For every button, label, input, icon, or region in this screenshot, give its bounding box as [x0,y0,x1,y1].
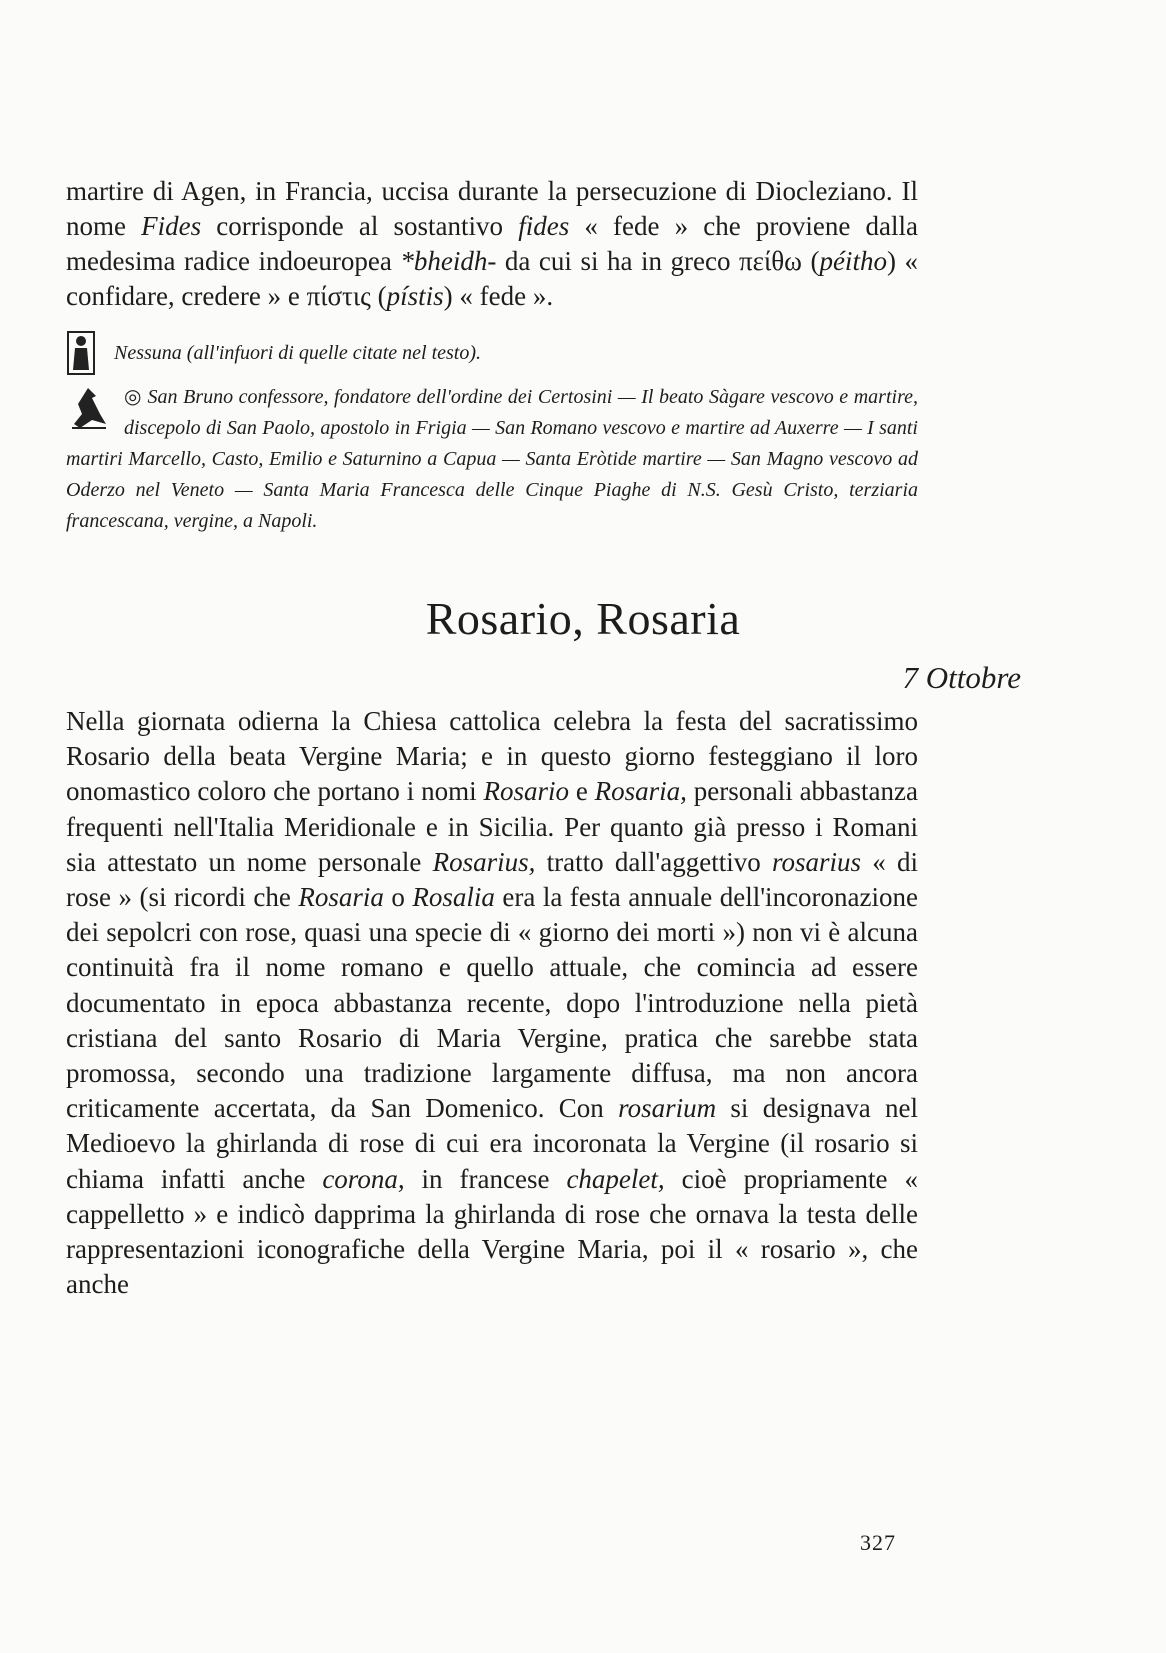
text-run: o [383,882,413,913]
italic-term: corona, [322,1163,405,1194]
italic-term: rosarius [771,846,861,877]
section-heading: Rosario, Rosaria [425,593,741,644]
italic-term: Rosario [483,776,569,807]
saints-list [66,382,918,537]
italic-term: Rosalia [412,882,495,913]
italic-term: pístis [386,281,444,311]
italic-term: Fides [141,211,202,241]
italic-term: *bheidh- [400,246,497,276]
text-run: in francese [404,1163,567,1194]
main-paragraph [66,704,918,1302]
text-run: ) « confidare, credere » e [66,246,918,311]
text-run: era la festa annuale dell'incoronazione dei sepolcri con rose, quasi una specie di « giorno dei morti ») non vi è alcuna continuità fra il nome romano e quello attuale, che comincia ad essere documentato in epoca abbastanza recente, dopo l'introduzione nella pietà cristiana del santo Rosario di Maria Vergine, pratica che sarebbe stata promossa, secondo una tradizione largamente diffusa, ma non ancora criticamente accertata, da San Domenico. Con [66,882,918,1124]
text-run: si designava nel Medioevo la ghirlanda di rose di cui era incoronata la Vergine (il rosario si chiama infatti anche [66,1093,918,1194]
text-run: ) « fede ». [443,281,554,311]
italic-term: Rosarius, [432,846,536,877]
italic-term: chapelet, [566,1163,665,1194]
text-run: corrisponde al sostantivo [201,211,519,241]
text-run: ( [370,281,387,311]
bird-icon [66,384,110,434]
text-run: « fede » che proviene dalla medesima radice indoeuropea [66,211,918,276]
text-run: personali abbastanza frequenti nell'Italia Meridionale e in Sicilia. Per quanto già presso i Romani sia attestato un nome personale [66,776,919,877]
text-run: tratto dall'aggettivo [535,846,772,877]
italic-term: fides [518,211,570,241]
italic-term: péitho [819,246,887,276]
text-run: da cui si ha in greco [496,246,739,276]
text-run: ( [801,246,820,276]
feast-date: 7 Ottobre [902,660,1021,695]
text-run: martire di Agen, in Francia, uccisa durante la persecuzione di Diocleziano. Il nome [66,176,918,241]
patron-note-text: Nessuna (all'infuori di quelle citate nel testo). [114,341,482,364]
greek-word: πίστις [306,281,371,311]
italic-term: Rosaria, [594,776,687,807]
page-number: 327 [860,1530,896,1555]
italic-term: Rosaria [298,882,384,913]
saints-text: ◎ San Bruno confessore, fondatore dell'ordine dei Certosini — Il beato Sàgare vescovo e martire, discepolo di San Paolo, apostolo in Frigia — San Romano vescovo e martire ad Auxerre — I santi martiri Marcello, Casto, Emilio e Saturnino a Capua — Santa Eròtide martire — San Magno vescovo ad Oderzo nel Veneto — Santa Maria Francesca delle Cinque Piaghe di N.S. Gesù Cristo, terziaria francescana, vergine, a Napoli. [66,386,918,532]
patron-note [66,330,918,376]
intro-paragraph [66,174,918,314]
italic-term: rosarium [618,1093,717,1124]
saint-figure-icon [66,330,96,376]
text-run: e [568,776,595,807]
greek-word: πείθω [738,246,802,276]
text-run: cioè propriamente « cappelletto » e indicò dapprima la ghirlanda di rose che ornava la testa delle rappresentazioni iconografiche della Vergine Maria, poi il « rosario », che anche [66,1163,918,1300]
text-run: « di rose » (si ricordi che [66,846,918,913]
text-run: Nella giornata odierna la Chiesa cattolica celebra la festa del sacratissimo Rosario della beata Vergine Maria; e in questo giorno festeggiano il loro onomastico coloro che portano i nomi [66,706,918,807]
